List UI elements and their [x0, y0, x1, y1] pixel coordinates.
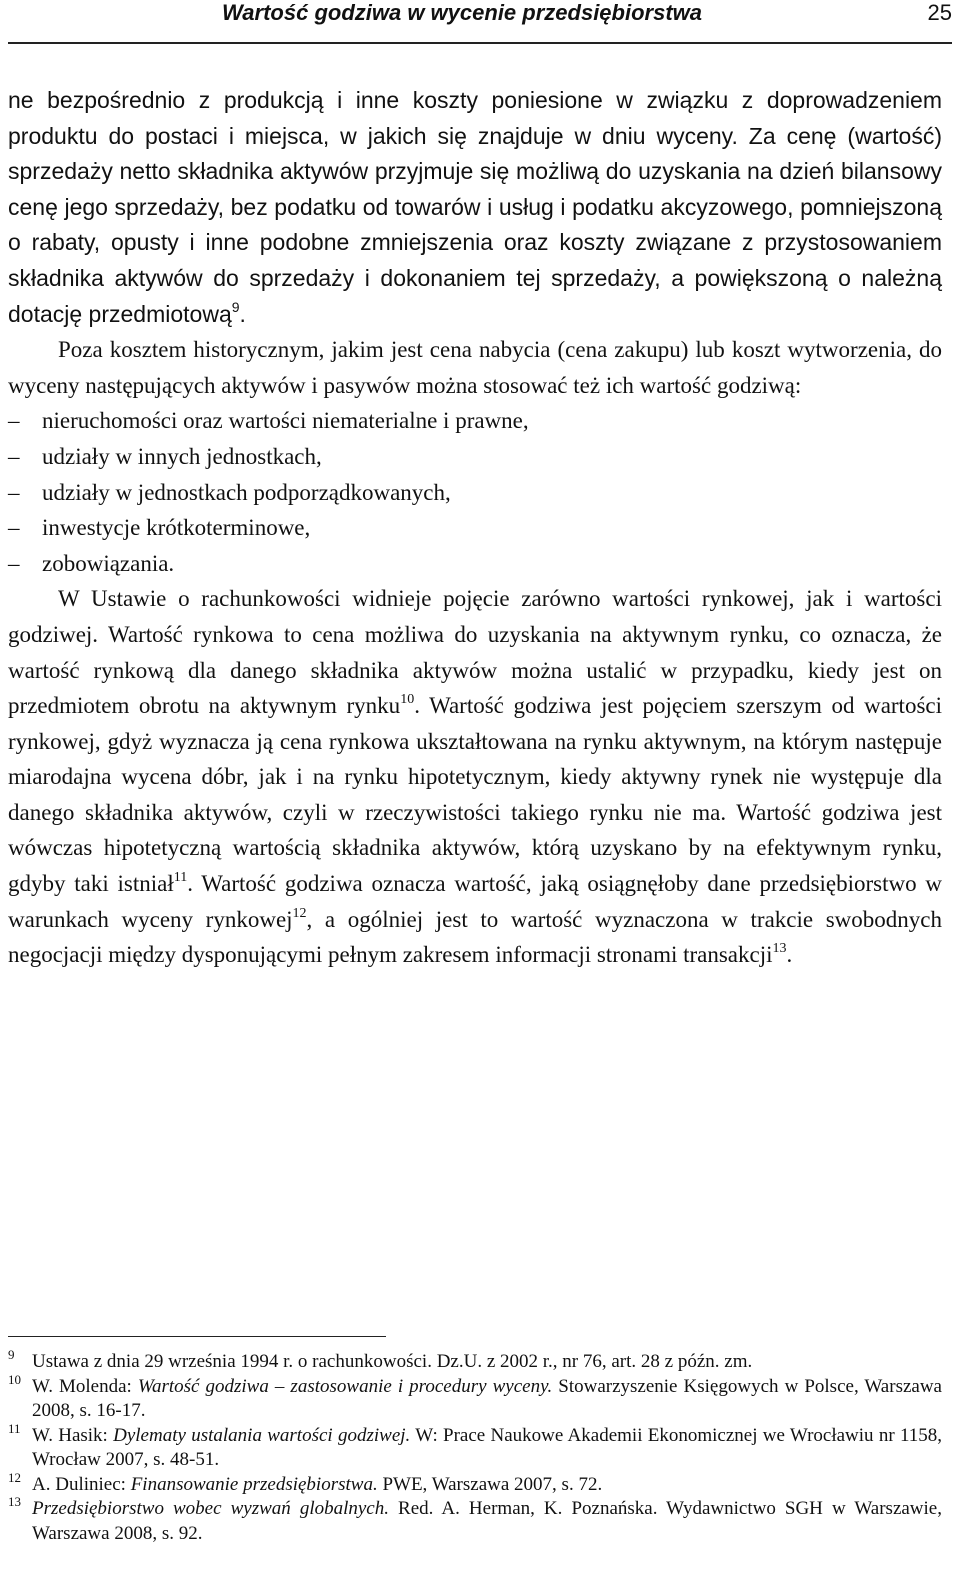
footnote: [8, 1347, 942, 1375]
paragraph-3-sentence: . Wartość godziwa oznacza wartość, jaką osiągnęłoby dane przedsiębiorstwo w warunkach wyceny rynkowej: [8, 871, 942, 932]
footnote-number: 12: [8, 1469, 21, 1485]
footnote: [8, 1420, 942, 1473]
page-number: 25: [927, 0, 952, 25]
asset-list: [8, 403, 942, 581]
footnote-text: A. Duliniec:: [32, 1473, 131, 1495]
footnote-separator: [8, 1336, 386, 1337]
footnote-ref-13: 13: [772, 941, 787, 957]
dash-bullet: –: [8, 408, 20, 434]
footnote-text: W. Hasik:: [32, 1424, 114, 1446]
dash-bullet: –: [8, 550, 20, 576]
footnote-title: Finansowanie przedsiębiorstwa.: [130, 1473, 378, 1495]
dash-bullet: –: [8, 479, 20, 505]
list-item-text: udziały w jednostkach podporządkowanych,: [42, 479, 451, 505]
footnote-text: W. Molenda:: [32, 1375, 138, 1397]
footnote-title: Wartość godziwa – zastosowanie i procedury wyceny.: [137, 1375, 553, 1397]
footnote-ref-11: 11: [173, 870, 188, 886]
running-header-title: Wartość godziwa w wycenie przedsiębiorstwa: [221, 0, 702, 25]
dash-bullet: –: [8, 515, 20, 541]
running-header: [8, 0, 952, 44]
paragraph-1: [8, 83, 942, 332]
paragraph-3-sentence: .: [786, 942, 793, 968]
paragraph-2: Poza kosztem historycznym, jakim jest cena nabycia (cena zakupu) lub koszt wytworzenia, do wyceny następujących aktywów i pasywów można stosować też ich wartość godziwą:: [8, 337, 942, 398]
footnote-ref-9: 9: [231, 298, 240, 315]
paragraph-1-end: .: [239, 300, 246, 327]
list-item: [8, 403, 942, 439]
footnote-ref-12: 12: [292, 905, 307, 921]
list-item: [8, 546, 942, 582]
footnote: [8, 1371, 942, 1424]
list-item-text: inwestycje krótkoterminowe,: [42, 515, 311, 541]
footnotes: [8, 1347, 942, 1546]
paragraph-1-text: ne bezpośrednio z produkcją i inne koszty poniesione w związku z doprowadzeniem produktu do postaci i miejsca, w jakich się znajduje w dniu wyceny. Za cenę (wartość) sprzedaży netto składnika aktywów przyjmuje się możliwą do uzyskania na dzień bilansowy cenę jego sprzedaży, bez podatku od towarów i usług i podatku akcyzowego, pomniejszoną o rabaty, opusty i inne podobne zmniejszenia oraz koszty związane z przystosowaniem składnika aktywów do sprzedaży i dokonaniem tej sprzedaży, a powiększoną o należną dotację przedmiotową: [8, 87, 942, 327]
paragraph-3-sentence: . Wartość godziwa jest pojęciem szerszym od wartości rynkowej, gdyż wyznacza ją cena rynkowa ukształtowana na rynku aktywnym, na którym następuje miarodajna wycena dóbr, jak i na rynku hipotetycznym, kiedy aktywny rynek nie występuje dla danego składnika aktywów, czyli w rzeczywistości takiego rynku nie ma. Wartość godziwa jest wówczas hipotetyczną wartością składnika aktywów, którą uzyskano by na efektywnym rynku, gdyby taki istniał: [8, 693, 942, 897]
footnote-number: 9: [8, 1347, 15, 1362]
paragraph-3-sentence: W Ustawie o rachunkowości widnieje pojęcie zarówno wartości rynkowej, jak i wartości godziwej. Wartość rynkowa to cena możliwa do uzyskania na aktywnym rynku, co oznacza, że wartość rynkową dla danego składnika aktywów można ustalić w przypadku, kiedy jest on przedmiotem obrotu na aktywnym rynku: [8, 586, 942, 719]
footnote-number: 10: [8, 1371, 21, 1387]
footnote-text: W: Prace Naukowe Akademii Ekonomicznej we Wrocławiu nr 1158, Wrocław 2007, s. 48-51.: [32, 1424, 942, 1470]
footnote-number: 13: [8, 1494, 21, 1509]
paragraph-3: [8, 581, 942, 973]
list-item-text: zobowiązania.: [42, 550, 175, 576]
footnote: [8, 1469, 942, 1498]
footnote-text: Red. A. Herman, K. Poznańska. Wydawnictwo SGH w Warszawie, Warszawa 2008, s. 92.: [32, 1498, 942, 1544]
paragraph-3-sentence: , a ogólniej jest to wartość wyznaczona w trakcie swobodnych negocjacji między dysponującymi pełnym zakresem informacji stronami transakcji: [8, 906, 942, 968]
footnote-title: Dylematy ustalania wartości godziwej.: [113, 1424, 411, 1446]
list-item-text: nieruchomości oraz wartości niematerialne i prawne,: [42, 408, 529, 434]
footnote-text: Stowarzyszenie Księgowych w Polsce, Warszawa 2008, s. 16-17.: [32, 1375, 942, 1421]
footnote-number: 11: [8, 1420, 21, 1436]
footnote-ref-10: 10: [400, 692, 415, 708]
footnote-text: PWE, Warszawa 2007, s. 72.: [377, 1473, 603, 1495]
footnote-title: Przedsiębiorstwo wobec wyzwań globalnych.: [32, 1498, 389, 1519]
list-item: [8, 510, 942, 546]
footnote: [8, 1494, 942, 1546]
dash-bullet: –: [8, 443, 20, 469]
list-item-text: udziały w innych jednostkach,: [42, 443, 322, 469]
list-item: [8, 475, 942, 511]
body-text: [8, 83, 942, 973]
footnote-text: Ustawa z dnia 29 września 1994 r. o rachunkowości. Dz.U. z 2002 r., nr 76, art. 28 z późn. zm.: [32, 1351, 753, 1372]
list-item: [8, 439, 942, 475]
